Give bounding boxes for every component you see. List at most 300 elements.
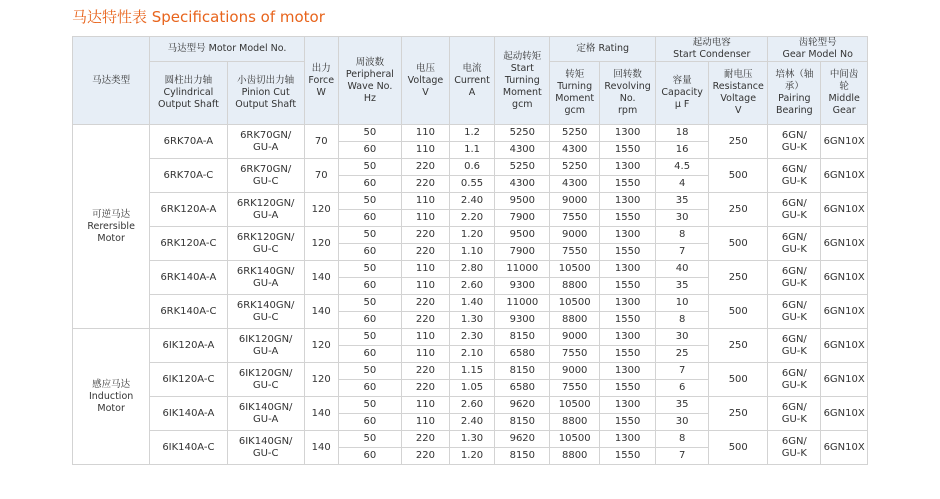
header-line: A (468, 86, 476, 98)
header-line: rpm (618, 105, 638, 116)
table-row (73, 397, 868, 414)
start-moment-cell: 8150 (495, 414, 550, 431)
current-cell: 2.60 (449, 397, 495, 414)
header-line: 出力 (311, 62, 331, 74)
pinion-model-cell-line: 6RK140GN/ (236, 299, 295, 311)
pinion-model-cell-line: GU-C (252, 243, 279, 255)
resistance-cell: 250 (709, 193, 768, 227)
table-row (73, 261, 868, 278)
wave-cell: 60 (338, 312, 402, 329)
header-rating-group: 定格 Rating (550, 37, 656, 62)
turning-moment-cell: 9000 (550, 193, 600, 210)
header-line: 培林（轴 (775, 69, 814, 80)
revolving-cell: 1550 (600, 414, 656, 431)
start-moment-cell: 11000 (495, 295, 550, 312)
turning-moment-cell: 7550 (550, 244, 600, 261)
middle-gear-cell: 6GN10X (821, 193, 868, 227)
table-row (73, 125, 868, 142)
page-title: 马达特性表 Specifications of motor (72, 8, 325, 26)
pairing-cell-line: GU-K (781, 413, 807, 425)
pairing-cell-line: 6GN/ (781, 367, 807, 379)
turning-moment-cell: 5250 (550, 159, 600, 176)
header-line: W (316, 86, 326, 98)
cyl-model-cell: 6IK120A-A (150, 329, 227, 363)
capacity-cell: 35 (656, 397, 709, 414)
revolving-cell: 1300 (600, 397, 656, 414)
start-moment-cell: 8150 (495, 448, 550, 465)
current-cell: 1.20 (449, 448, 495, 465)
voltage-cell: 110 (402, 193, 450, 210)
header-line: Force (308, 74, 335, 86)
pairing-cell-line: GU-K (781, 243, 807, 255)
pairing-cell-line: 6GN/ (781, 129, 807, 141)
header-line: Hz (363, 92, 376, 104)
cyl-model-cell: 6RK140A-C (150, 295, 227, 329)
header-line: 承） (784, 81, 804, 92)
turning-moment-cell: 10500 (550, 261, 600, 278)
voltage-cell: 220 (402, 244, 450, 261)
capacity-cell: 25 (656, 346, 709, 363)
resistance-cell: 250 (709, 261, 768, 295)
table-row (73, 431, 868, 448)
pinion-model-cell-line: GU-C (252, 379, 279, 391)
start-moment-cell: 5250 (495, 159, 550, 176)
middle-gear-cell: 6GN10X (821, 261, 868, 295)
force-cell: 120 (304, 193, 338, 227)
header-line: 电流 (462, 62, 482, 74)
pairing-cell-line: 6GN/ (781, 197, 807, 209)
header-line: 中间齿 (829, 69, 859, 80)
start-moment-cell: 4300 (495, 142, 550, 159)
wave-cell: 60 (338, 380, 402, 397)
current-cell: 0.6 (449, 159, 495, 176)
header-line: 起动电容 (692, 37, 731, 48)
table-row (73, 329, 868, 346)
resistance-cell: 500 (709, 431, 768, 465)
pairing-cell (768, 125, 821, 159)
revolving-cell: 1300 (600, 227, 656, 244)
start-moment-cell: 7900 (495, 210, 550, 227)
wave-cell: 50 (338, 431, 402, 448)
start-moment-cell: 8150 (495, 329, 550, 346)
cyl-model-cell: 6IK140A-C (150, 431, 227, 465)
header-line: Current (454, 74, 490, 86)
header-line: Output Shaft (158, 99, 219, 110)
turning-moment-cell: 7550 (550, 210, 600, 227)
pairing-cell (768, 431, 821, 465)
pinion-model-cell-line: 6IK120GN/ (238, 333, 293, 345)
capacity-cell: 7 (656, 244, 709, 261)
capacity-cell: 8 (656, 227, 709, 244)
cyl-model-cell: 6RK120A-A (150, 193, 227, 227)
wave-cell: 50 (338, 295, 402, 312)
header-current (449, 37, 495, 125)
revolving-cell: 1300 (600, 363, 656, 380)
pinion-model-cell-line: GU-C (252, 175, 279, 187)
table-header (73, 37, 868, 125)
wave-cell: 60 (338, 244, 402, 261)
force-cell: 140 (304, 261, 338, 295)
turning-moment-cell: 9000 (550, 363, 600, 380)
header-line: 小齿切出力轴 (237, 75, 295, 86)
header-line: gcm (512, 98, 533, 110)
motor-type-cell (73, 329, 150, 465)
turning-moment-cell: 4300 (550, 142, 600, 159)
header-line: Revolving (604, 81, 651, 92)
revolving-cell: 1300 (600, 193, 656, 210)
pinion-model-cell (227, 397, 304, 431)
current-cell: 2.30 (449, 329, 495, 346)
header-line: 齿轮型号 (798, 37, 837, 48)
pinion-model-cell-line: 6RK120GN/ (236, 197, 295, 209)
pairing-cell-line: GU-K (781, 141, 807, 153)
pinion-model-cell-line: 6RK120GN/ (236, 231, 295, 243)
middle-gear-cell: 6GN10X (821, 295, 868, 329)
voltage-cell: 220 (402, 295, 450, 312)
header-line: Turning (557, 81, 593, 92)
header-motor-type: 马达类型 (73, 37, 150, 125)
header-line: Bearing (775, 105, 813, 116)
header-line: Voltage (720, 93, 757, 104)
motor-type-cell-line: Rerersible (87, 220, 135, 232)
table-row (73, 227, 868, 244)
revolving-cell: 1300 (600, 329, 656, 346)
resistance-cell: 500 (709, 159, 768, 193)
wave-cell: 60 (338, 278, 402, 295)
header-middle (821, 62, 868, 125)
pinion-model-cell (227, 363, 304, 397)
current-cell: 1.40 (449, 295, 495, 312)
pinion-model-cell (227, 227, 304, 261)
current-cell: 2.10 (449, 346, 495, 363)
current-cell: 1.2 (449, 125, 495, 142)
turning-moment-cell: 8800 (550, 414, 600, 431)
pairing-cell (768, 159, 821, 193)
turning-moment-cell: 4300 (550, 176, 600, 193)
pinion-model-cell-line: 6RK70GN/ (240, 163, 292, 175)
revolving-cell: 1550 (600, 176, 656, 193)
header-line: Resistance (712, 81, 764, 92)
pinion-model-cell-line: 6IK120GN/ (238, 367, 293, 379)
pinion-model-cell-line: 6IK140GN/ (238, 435, 293, 447)
motor-type-cell-line: Motor (97, 402, 125, 414)
wave-cell: 50 (338, 193, 402, 210)
turning-moment-cell: 9000 (550, 227, 600, 244)
header-line: 转矩 (565, 69, 585, 80)
capacity-cell: 40 (656, 261, 709, 278)
force-cell: 140 (304, 397, 338, 431)
header-resistance (709, 62, 768, 125)
header-line: V (422, 86, 429, 98)
header-voltage (402, 37, 450, 125)
wave-cell: 60 (338, 210, 402, 227)
pairing-cell (768, 193, 821, 227)
header-line: 电压 (415, 62, 435, 74)
wave-cell: 50 (338, 125, 402, 142)
force-cell: 140 (304, 431, 338, 465)
table-row (73, 363, 868, 380)
header-cyl-shaft (150, 62, 227, 125)
voltage-cell: 220 (402, 363, 450, 380)
header-line: Turning (504, 74, 540, 86)
turning-moment-cell: 5250 (550, 125, 600, 142)
header-line: Capacity (661, 87, 703, 98)
header-model-group: 马达型号 Motor Model No. (150, 37, 305, 62)
cyl-model-cell: 6IK140A-A (150, 397, 227, 431)
force-cell: 70 (304, 125, 338, 159)
pairing-cell (768, 295, 821, 329)
revolving-cell: 1550 (600, 244, 656, 261)
wave-cell: 60 (338, 142, 402, 159)
wave-cell: 50 (338, 397, 402, 414)
capacity-cell: 8 (656, 431, 709, 448)
header-line: Gear (832, 105, 856, 116)
capacity-cell: 4 (656, 176, 709, 193)
revolving-cell: 1300 (600, 261, 656, 278)
header-line: Peripheral (345, 68, 394, 80)
middle-gear-cell: 6GN10X (821, 125, 868, 159)
voltage-cell: 220 (402, 380, 450, 397)
cyl-model-cell: 6RK140A-A (150, 261, 227, 295)
start-moment-cell: 6580 (495, 346, 550, 363)
pinion-model-cell (227, 159, 304, 193)
header-line: μ F (674, 99, 690, 110)
voltage-cell: 220 (402, 448, 450, 465)
voltage-cell: 110 (402, 346, 450, 363)
pinion-model-cell-line: 6IK140GN/ (238, 401, 293, 413)
motor-type-cell (73, 125, 150, 329)
resistance-cell: 500 (709, 227, 768, 261)
start-moment-cell: 9500 (495, 193, 550, 210)
pinion-model-cell (227, 295, 304, 329)
header-line: V (734, 105, 742, 116)
resistance-cell: 250 (709, 125, 768, 159)
turning-moment-cell: 8800 (550, 278, 600, 295)
current-cell: 1.10 (449, 244, 495, 261)
voltage-cell: 220 (402, 176, 450, 193)
force-cell: 120 (304, 329, 338, 363)
pairing-cell-line: GU-K (781, 311, 807, 323)
pairing-cell-line: 6GN/ (781, 333, 807, 345)
middle-gear-cell: 6GN10X (821, 363, 868, 397)
current-cell: 1.1 (449, 142, 495, 159)
middle-gear-cell: 6GN10X (821, 159, 868, 193)
table-row (73, 193, 868, 210)
capacity-cell: 7 (656, 363, 709, 380)
capacity-cell: 30 (656, 329, 709, 346)
cyl-model-cell: 6RK120A-C (150, 227, 227, 261)
pinion-model-cell-line: GU-A (253, 277, 279, 289)
header-line: Gear Model No (782, 49, 853, 60)
cyl-model-cell: 6IK120A-C (150, 363, 227, 397)
revolving-cell: 1550 (600, 380, 656, 397)
pairing-cell (768, 329, 821, 363)
header-condenser-group (656, 37, 768, 62)
capacity-cell: 18 (656, 125, 709, 142)
capacity-cell: 10 (656, 295, 709, 312)
pairing-cell-line: 6GN/ (781, 401, 807, 413)
voltage-cell: 110 (402, 142, 450, 159)
pairing-cell-line: 6GN/ (781, 435, 807, 447)
header-line: 回转数 (613, 69, 642, 80)
cyl-model-cell: 6RK70A-A (150, 125, 227, 159)
wave-cell: 50 (338, 363, 402, 380)
pairing-cell-line: GU-K (781, 175, 807, 187)
header-line: Pairing (778, 93, 811, 104)
resistance-cell: 500 (709, 295, 768, 329)
pinion-model-cell (227, 261, 304, 295)
voltage-cell: 110 (402, 125, 450, 142)
resistance-cell: 500 (709, 363, 768, 397)
current-cell: 2.40 (449, 193, 495, 210)
header-line: 周波数 (355, 56, 385, 68)
spec-table (72, 36, 868, 465)
pairing-cell-line: GU-K (781, 345, 807, 357)
header-line: Start Condenser (673, 49, 751, 60)
capacity-cell: 16 (656, 142, 709, 159)
table-body (73, 125, 868, 465)
current-cell: 2.40 (449, 414, 495, 431)
voltage-cell: 110 (402, 261, 450, 278)
header-line: Output Shaft (235, 99, 297, 110)
turning-moment-cell: 10500 (550, 397, 600, 414)
start-moment-cell: 9620 (495, 397, 550, 414)
current-cell: 1.20 (449, 227, 495, 244)
middle-gear-cell: 6GN10X (821, 431, 868, 465)
capacity-cell: 4.5 (656, 159, 709, 176)
revolving-cell: 1550 (600, 448, 656, 465)
current-cell: 1.05 (449, 380, 495, 397)
start-moment-cell: 9500 (495, 227, 550, 244)
header-line: 轮 (839, 81, 849, 92)
voltage-cell: 110 (402, 210, 450, 227)
current-cell: 1.30 (449, 431, 495, 448)
wave-cell: 50 (338, 159, 402, 176)
force-cell: 140 (304, 295, 338, 329)
pinion-model-cell (227, 125, 304, 159)
current-cell: 2.80 (449, 261, 495, 278)
turning-moment-cell: 7550 (550, 346, 600, 363)
revolving-cell: 1550 (600, 210, 656, 227)
current-cell: 1.15 (449, 363, 495, 380)
voltage-cell: 110 (402, 414, 450, 431)
header-line: Moment (502, 86, 542, 98)
motor-type-cell-line: 可逆马达 (92, 208, 131, 220)
pinion-model-cell-line: GU-A (253, 141, 279, 153)
start-moment-cell: 11000 (495, 261, 550, 278)
revolving-cell: 1550 (600, 346, 656, 363)
capacity-cell: 8 (656, 312, 709, 329)
header-line: Pinion Cut (241, 87, 290, 98)
header-line: No. (619, 93, 636, 104)
header-start-moment (495, 37, 550, 125)
header-force (304, 37, 338, 125)
capacity-cell: 35 (656, 193, 709, 210)
pinion-model-cell-line: GU-A (253, 345, 279, 357)
turning-moment-cell: 10500 (550, 431, 600, 448)
wave-cell: 50 (338, 329, 402, 346)
pairing-cell-line: GU-K (781, 447, 807, 459)
turning-moment-cell: 9000 (550, 329, 600, 346)
pairing-cell-line: 6GN/ (781, 163, 807, 175)
pinion-model-cell-line: GU-A (253, 209, 279, 221)
current-cell: 2.20 (449, 210, 495, 227)
wave-cell: 60 (338, 414, 402, 431)
header-wave (338, 37, 402, 125)
motor-type-cell-line: 感应马达 (92, 378, 131, 390)
capacity-cell: 7 (656, 448, 709, 465)
capacity-cell: 35 (656, 278, 709, 295)
start-moment-cell: 6580 (495, 380, 550, 397)
start-moment-cell: 7900 (495, 244, 550, 261)
pairing-cell-line: 6GN/ (781, 231, 807, 243)
force-cell: 120 (304, 363, 338, 397)
revolving-cell: 1300 (600, 125, 656, 142)
header-capacity (656, 62, 709, 125)
turning-moment-cell: 8800 (550, 448, 600, 465)
start-moment-cell: 9300 (495, 312, 550, 329)
pinion-model-cell-line: 6RK140GN/ (236, 265, 295, 277)
turning-moment-cell: 8800 (550, 312, 600, 329)
voltage-cell: 220 (402, 431, 450, 448)
pairing-cell-line: 6GN/ (781, 299, 807, 311)
revolving-cell: 1550 (600, 312, 656, 329)
revolving-cell: 1550 (600, 278, 656, 295)
header-line: 起动转矩 (503, 50, 542, 62)
resistance-cell: 250 (709, 329, 768, 363)
revolving-cell: 1550 (600, 142, 656, 159)
wave-cell: 50 (338, 227, 402, 244)
table-row (73, 159, 868, 176)
header-pairing (768, 62, 821, 125)
start-moment-cell: 8150 (495, 363, 550, 380)
revolving-cell: 1300 (600, 295, 656, 312)
voltage-cell: 220 (402, 312, 450, 329)
start-moment-cell: 9620 (495, 431, 550, 448)
header-line: gcm (564, 105, 585, 116)
resistance-cell: 250 (709, 397, 768, 431)
pinion-model-cell (227, 431, 304, 465)
pairing-cell (768, 227, 821, 261)
header-pinion-shaft (227, 62, 304, 125)
header-line: 圆柱出力轴 (164, 75, 213, 86)
header-line: Cylindrical (163, 87, 214, 98)
pairing-cell-line: GU-K (781, 379, 807, 391)
voltage-cell: 110 (402, 329, 450, 346)
voltage-cell: 110 (402, 278, 450, 295)
turning-moment-cell: 10500 (550, 295, 600, 312)
header-gear-group (768, 37, 868, 62)
pinion-model-cell-line: GU-A (253, 413, 279, 425)
wave-cell: 60 (338, 448, 402, 465)
header-line: Voltage (407, 74, 444, 86)
header-revolving (600, 62, 656, 125)
pinion-model-cell (227, 329, 304, 363)
start-moment-cell: 4300 (495, 176, 550, 193)
middle-gear-cell: 6GN10X (821, 227, 868, 261)
revolving-cell: 1300 (600, 159, 656, 176)
header-turning-moment (550, 62, 600, 125)
voltage-cell: 110 (402, 397, 450, 414)
revolving-cell: 1300 (600, 431, 656, 448)
force-cell: 70 (304, 159, 338, 193)
pinion-model-cell-line: GU-C (252, 311, 279, 323)
pairing-cell-line: GU-K (781, 209, 807, 221)
header-line: Start (510, 62, 534, 74)
pairing-cell (768, 363, 821, 397)
wave-cell: 60 (338, 346, 402, 363)
voltage-cell: 220 (402, 159, 450, 176)
